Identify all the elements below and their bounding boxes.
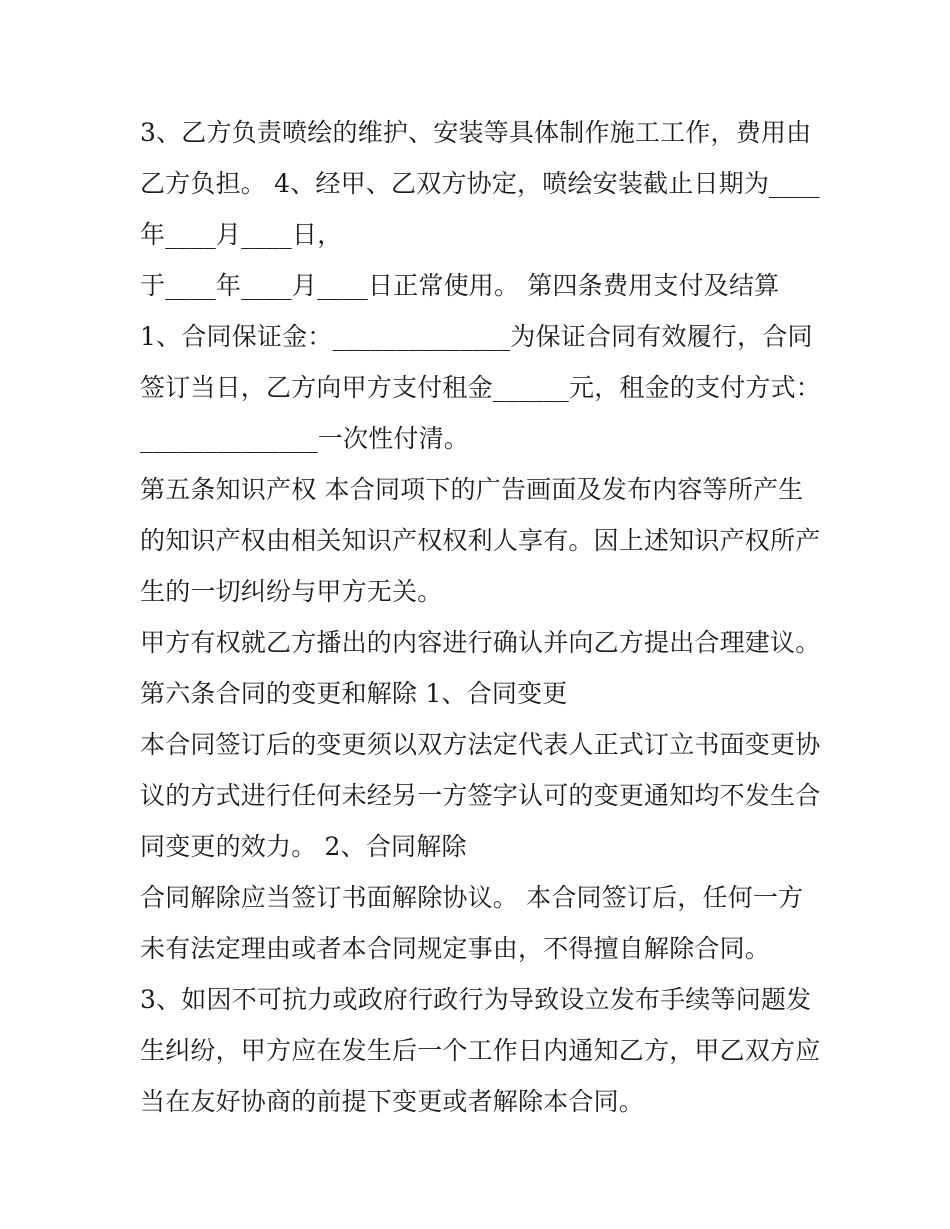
- text-line: 年____月____日，: [140, 220, 343, 249]
- text-line: 同变更的效力。 2、合同解除: [140, 832, 467, 861]
- text-line: 乙方负担。 4、经甲、乙双方协定，喷绘安装截止日期为____: [140, 169, 820, 198]
- text-line: 甲方有权就乙方播出的内容进行确认并向乙方提出合理建议。: [140, 628, 821, 657]
- text-line: 的知识产权由相关知识产权权利人享有。因上述知识产权所产: [140, 526, 821, 555]
- text-line: 议的方式进行任何未经另一方签字认可的变更通知均不发生合: [140, 781, 821, 810]
- text-line: 生纠纷，甲方应在发生后一个工作日内通知乙方，甲乙双方应: [140, 1036, 821, 1065]
- text-line: 当在友好协商的前提下变更或者解除本合同。: [140, 1087, 645, 1116]
- text-line: 3、如因不可抗力或政府行政行为导致设立发布手续等问题发: [140, 985, 812, 1014]
- text-line: 签订当日，乙方向甲方支付租金______元，租金的支付方式：: [140, 373, 822, 402]
- text-line: 第六条合同的变更和解除 1、合同变更: [140, 679, 568, 708]
- text-line: 未有法定理由或者本合同规定事由，不得擅自解除合同。: [140, 934, 771, 963]
- document-body: [140, 107, 820, 1127]
- text-line: ______________一次性付清。: [140, 424, 470, 453]
- text-line: 3、乙方负责喷绘的维护、安装等具体制作施工工作，费用由: [140, 118, 812, 147]
- text-line: 1、合同保证金：______________为保证合同有效履行，合同: [140, 322, 813, 351]
- text-line: 生的一切纠纷与甲方无关。: [140, 577, 443, 606]
- text-line: 第五条知识产权 本合同项下的广告画面及发布内容等所产生: [140, 475, 804, 504]
- text-line: 于____年____月____日正常使用。 第四条费用支付及结算: [140, 271, 780, 300]
- text-line: 合同解除应当签订书面解除协议。 本合同签订后，任何一方: [140, 883, 804, 912]
- text-line: 本合同签订后的变更须以双方法定代表人正式订立书面变更协: [140, 730, 821, 759]
